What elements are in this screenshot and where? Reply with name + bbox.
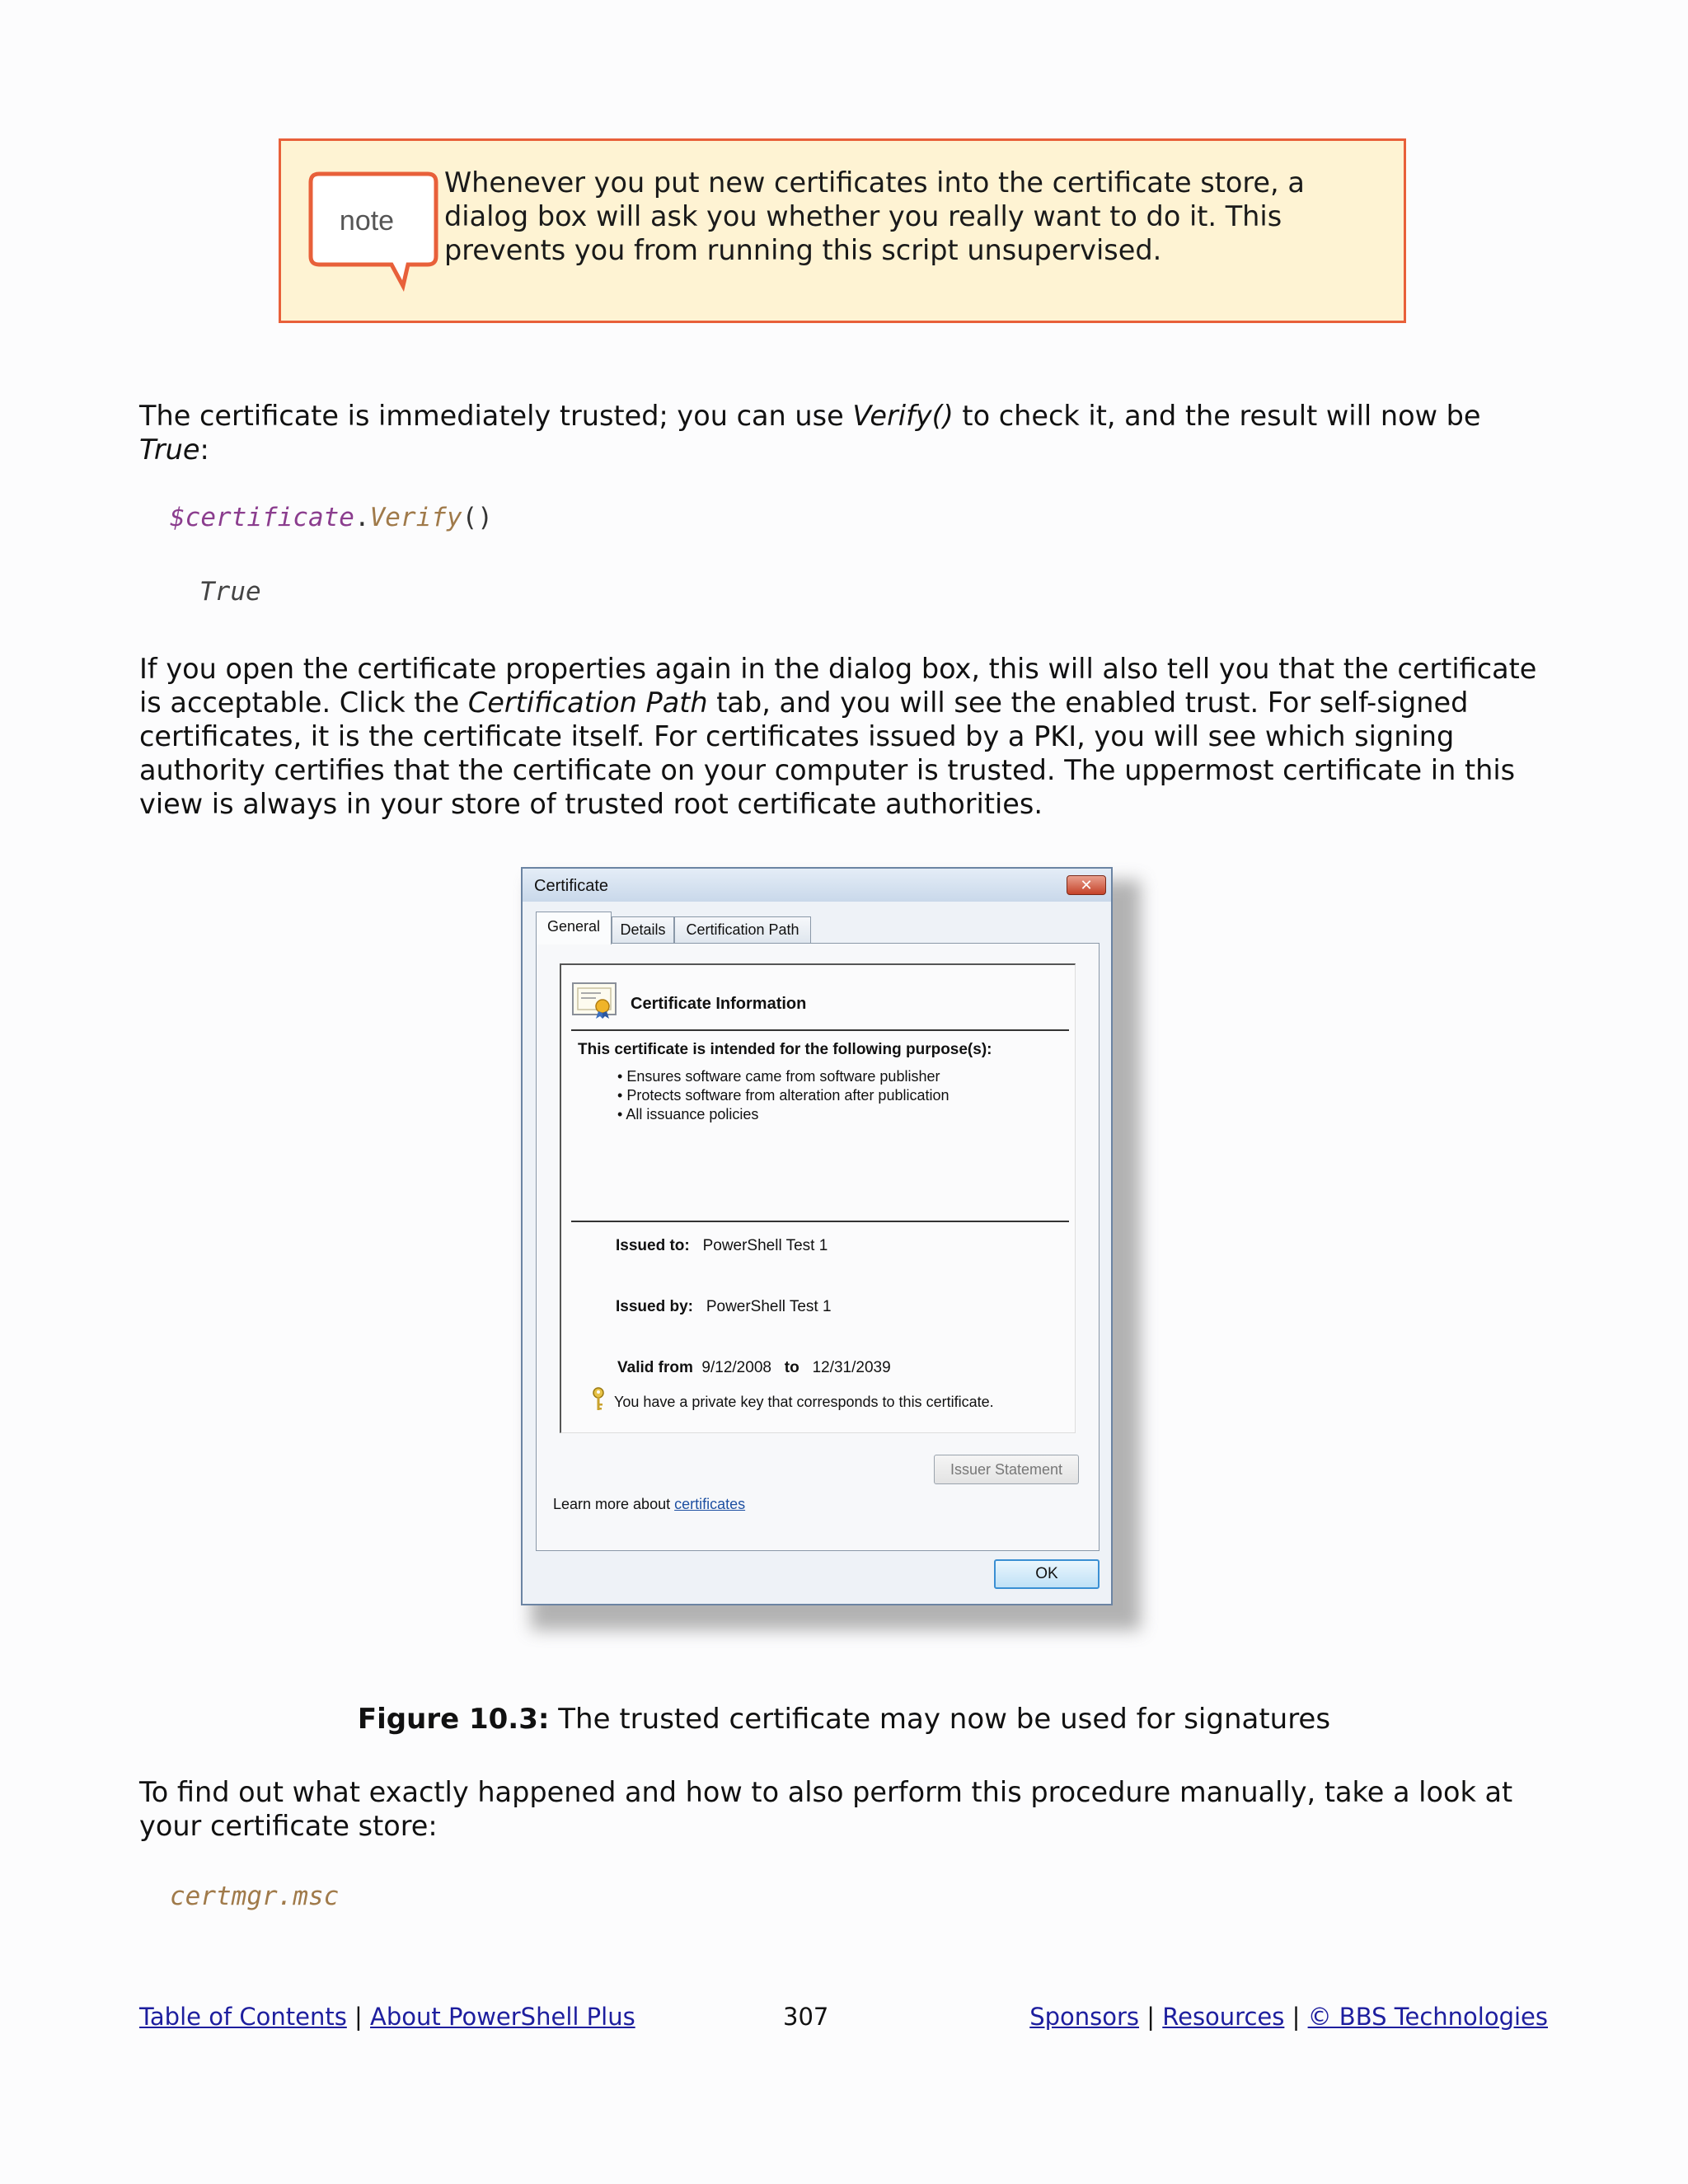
footer-right [1029, 2003, 1548, 2031]
text-span: to check it, and the result will now be [953, 400, 1481, 432]
separator: | [354, 2003, 363, 2031]
certificate-dialog [521, 867, 1113, 1605]
purpose-text: Protects software from alteration after publication [626, 1087, 950, 1104]
note-speech-bubble-icon [307, 171, 439, 294]
valid-from-label: Valid from [617, 1359, 693, 1376]
about-powershell-plus-link[interactable]: About PowerShell Plus [370, 2003, 635, 2031]
purpose-item: • Ensures software came from software publisher [617, 1068, 940, 1085]
separator: | [1146, 2003, 1156, 2031]
paragraph-certmgr: To find out what exactly happened and how to also perform this procedure manually, take a look at your certificate store: [139, 1776, 1513, 1842]
purpose-heading: This certificate is intended for the following purpose(s): [578, 1041, 992, 1058]
figure-caption [0, 1703, 1688, 1736]
tab-general[interactable]: General [536, 912, 612, 944]
issued-by-row [616, 1298, 832, 1316]
dialog-title: Certificate [534, 877, 609, 895]
purpose-text: Ensures software came from software publisher [626, 1068, 940, 1085]
note-box [279, 138, 1406, 323]
general-panel [536, 943, 1100, 1551]
text-span: If you open the certificate properties again in the dialog box, this will also tell you that the certificate is acceptable. Click the [139, 653, 1537, 719]
footer-left [139, 2003, 635, 2031]
paragraph-certification-path [139, 652, 1557, 821]
code-method: Verify [369, 503, 462, 532]
code-output: True [199, 577, 261, 607]
certificate-icon [571, 980, 617, 1019]
code-verify [170, 503, 493, 532]
true-emphasis: True [139, 434, 200, 466]
tab-certification-path[interactable]: Certification Path [674, 916, 811, 943]
tab-details[interactable]: Details [612, 916, 674, 943]
separator: | [1292, 2003, 1301, 2031]
close-button[interactable]: ✕ [1067, 875, 1106, 895]
issued-to-row [616, 1237, 828, 1255]
text-span: tab, and you will see the enabled trust. For self-signed certificates, it is the certificate itself. For certificates issued by a PKI, you will see which signing authority certifies that the certificate on your computer is trusted. The uppermost certificate in this view is always in your store of trusted root certificate authorities. [139, 687, 1516, 820]
certificate-info-box [560, 963, 1076, 1433]
learn-more-line [553, 1496, 745, 1513]
ok-button[interactable]: OK [994, 1559, 1100, 1589]
valid-to-label: to [784, 1359, 799, 1376]
bbs-technologies-link[interactable]: © BBS Technologies [1307, 2003, 1548, 2031]
text-span: The certificate is immediately trusted; you can use [139, 400, 853, 432]
valid-from-value: 9/12/2008 [701, 1359, 771, 1376]
sponsors-link[interactable]: Sponsors [1029, 2003, 1140, 2031]
dialog-titlebar[interactable] [523, 869, 1111, 902]
certificate-information-heading: Certificate Information [631, 995, 807, 1013]
issued-to-value: PowerShell Test 1 [702, 1237, 828, 1254]
validity-row [617, 1359, 891, 1377]
purpose-item: • All issuance policies [617, 1106, 759, 1122]
issued-by-label: Issued by: [616, 1298, 693, 1315]
learn-more-text: Learn more about [553, 1496, 675, 1512]
paragraph-intro [139, 399, 1557, 466]
divider [571, 1029, 1069, 1031]
text-span: : [199, 434, 209, 466]
valid-to-value: 12/31/2039 [812, 1359, 891, 1376]
figure-label: Figure 10.3: [357, 1703, 550, 1736]
purpose-text: All issuance policies [626, 1106, 759, 1122]
key-icon [591, 1387, 606, 1412]
table-of-contents-link[interactable]: Table of Contents [139, 2003, 347, 2031]
code-parens: () [462, 503, 493, 532]
verify-emphasis: Verify() [852, 400, 954, 432]
figure-caption-text: The trusted certificate may now be used for signatures [549, 1703, 1331, 1736]
issued-to-label: Issued to: [616, 1237, 690, 1254]
issuer-statement-button[interactable]: Issuer Statement [934, 1455, 1079, 1484]
note-text: Whenever you put new certificates into the certificate store, a dialog box will ask you whether you really want to do it. This prevents you from running this script unsupervised. [444, 166, 1305, 266]
private-key-note: You have a private key that corresponds to this certificate. [614, 1394, 994, 1410]
purpose-list [617, 1067, 950, 1124]
issued-by-value: PowerShell Test 1 [706, 1298, 832, 1315]
certificates-link[interactable]: certificates [674, 1496, 746, 1512]
code-certmgr: certmgr.msc [170, 1882, 340, 1911]
page-number: 307 [783, 2003, 829, 2031]
purpose-item: • Protects software from alteration after publication [617, 1087, 950, 1104]
certification-path-emphasis: Certification Path [467, 687, 708, 719]
code-dot: . [354, 503, 370, 532]
code-variable: $certificate [170, 503, 354, 532]
divider [571, 1221, 1069, 1222]
note-icon-label: note [339, 205, 395, 237]
resources-link[interactable]: Resources [1162, 2003, 1285, 2031]
